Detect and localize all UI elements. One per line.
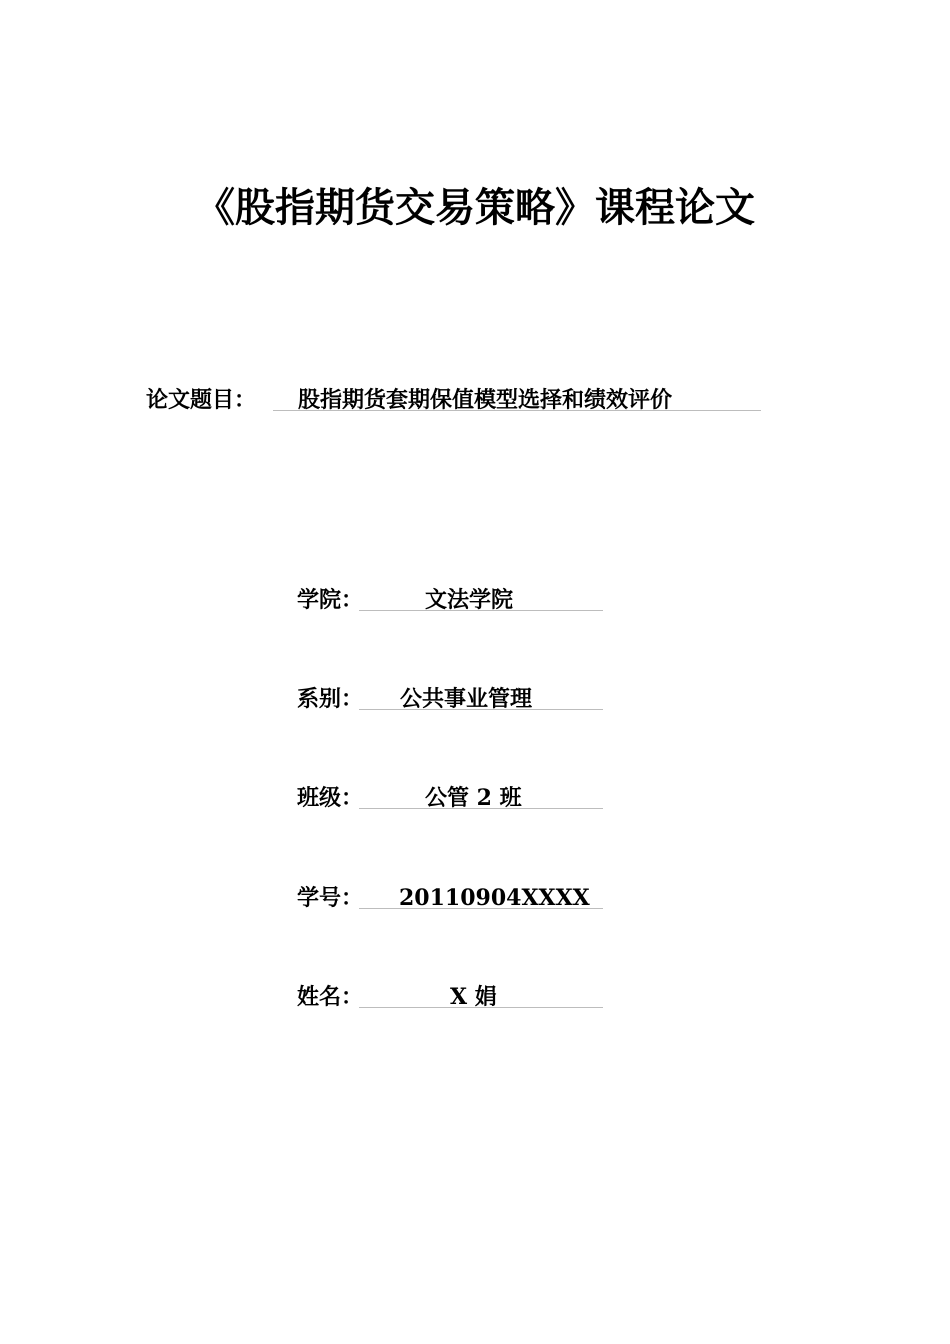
thesis-topic-label: 论文题目： bbox=[146, 387, 257, 413]
department-label: 系别： bbox=[297, 686, 364, 712]
class-value: 公管 2 班 bbox=[425, 785, 522, 811]
name-label: 姓名： bbox=[297, 984, 364, 1010]
class-row bbox=[297, 782, 607, 814]
college-label: 学院： bbox=[297, 587, 364, 613]
student-id-row bbox=[297, 882, 607, 914]
department-row bbox=[297, 683, 607, 715]
class-label: 班级： bbox=[297, 785, 364, 811]
student-id-label: 学号： bbox=[297, 885, 364, 911]
name-value: X 娟 bbox=[450, 984, 497, 1010]
thesis-topic-value: 股指期货套期保值模型选择和绩效评价 bbox=[298, 387, 673, 413]
student-id-value: 20110904XXXX bbox=[399, 885, 590, 911]
page-title: 《股指期货交易策略》课程论文 bbox=[195, 184, 755, 231]
name-row bbox=[297, 981, 607, 1013]
college-row bbox=[297, 584, 607, 616]
department-value: 公共事业管理 bbox=[400, 686, 533, 712]
college-value: 文法学院 bbox=[425, 587, 514, 613]
thesis-topic-row bbox=[146, 384, 766, 416]
